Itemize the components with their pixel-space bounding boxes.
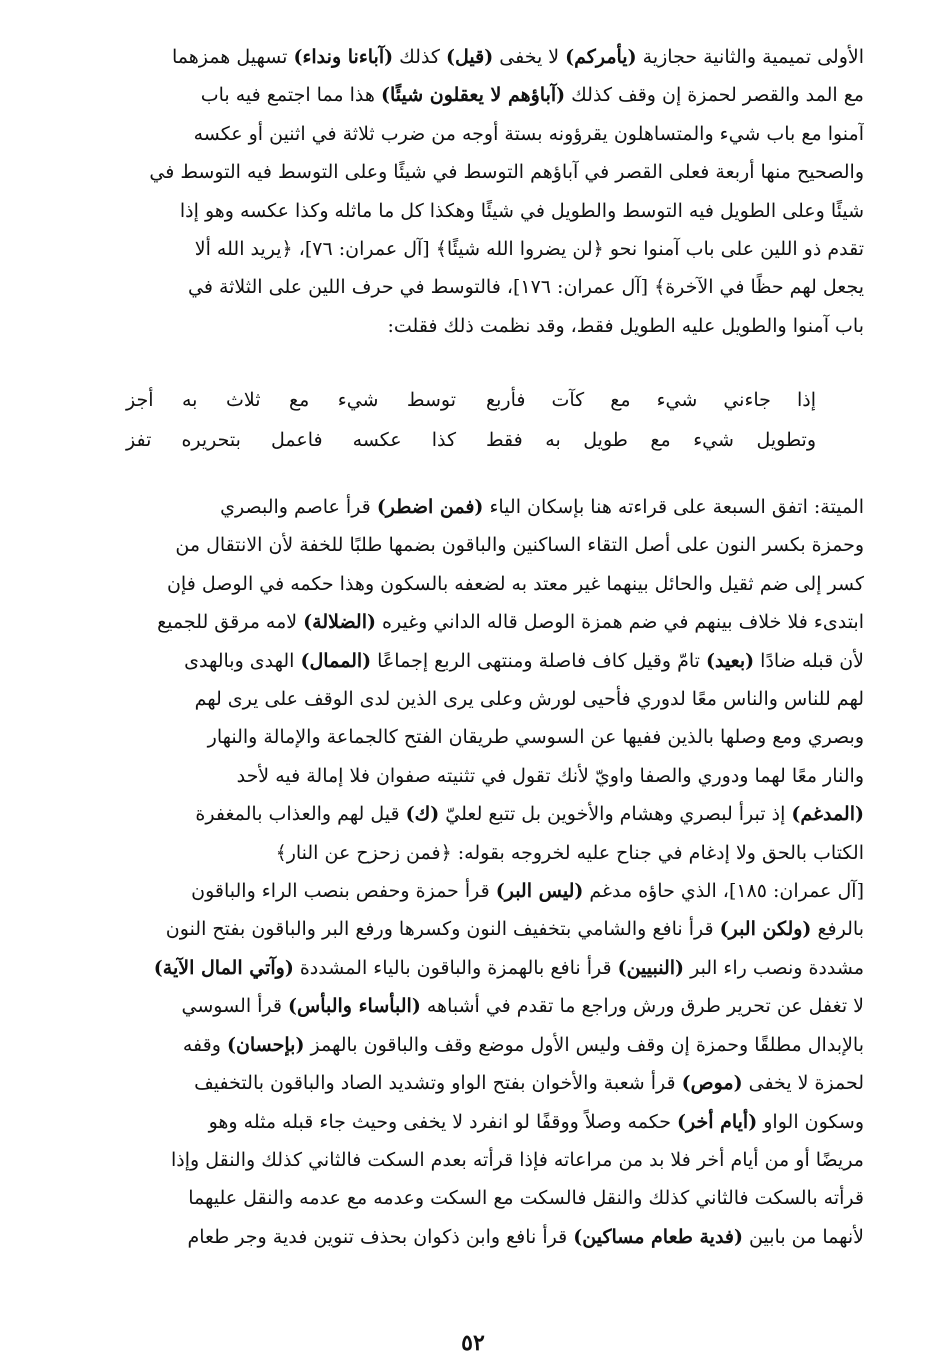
text-line: تقدم ذو اللين على باب آمنوا نحو ﴿لن يضروا الله شيئًا﴾ [آل عمران: ٧٦]، ﴿يريد الله ألا bbox=[194, 238, 864, 261]
keyword-term: (البأساء والبأس) bbox=[288, 995, 421, 1018]
text-line: وبصري ومع وصلها بالذين ففيها عن السوسي طريقان الفتح كالجماعة والإمالة والنهار bbox=[207, 726, 864, 749]
text-line: مريضًا أو من أيام أخر فلا بد من مراعاته فإذا قرأته بعدم السكت فالثاني كذلك والنقل وإذا bbox=[170, 1148, 864, 1171]
text-line: وحمزة بكسر النون على أصل التقاء الساكنين والباقون بضمها طلبًا للخفة لأن الانتقال من bbox=[175, 534, 864, 557]
keyword-term: (المدغم) bbox=[791, 803, 864, 826]
keyword-term: (ليس البر) bbox=[495, 880, 584, 903]
keyword-term: (قيل) bbox=[446, 46, 494, 68]
text-line: الأولى تميمية والثانية حجازية (يأمركم) لا يخفى (قيل) كذلك (آباءنا ونداء) تسهيل همزهما bbox=[172, 46, 864, 68]
text-line: مع المد والقصر لحمزة إن وقف كذلك (آباؤهم لا يعقلون شيئًا) هذا مما اجتمع فيه باب bbox=[200, 84, 864, 107]
poem-hemistich-first: وتطويل شيء مع طويل به فقط bbox=[486, 429, 816, 451]
keyword-term: (وآتي المال الآية) bbox=[153, 956, 294, 979]
keyword-term: (ك) bbox=[405, 803, 440, 826]
keyword-term: (بعيد) bbox=[705, 649, 755, 672]
text-line: (المدغم) إذ تبرأ لبصري وهشام والأخوين بل تتبع لعليّ (ك) قيل لهم والعذاب بالمغفرة bbox=[195, 803, 864, 826]
keyword-term: (ولكن البر) bbox=[719, 918, 812, 941]
poem-hemistich-second: توسط شيء مع ثلاث به أجز bbox=[126, 389, 456, 411]
keyword-term: (الضلالة) bbox=[303, 611, 376, 634]
text-line: كسر إلى ضم ثقيل والحائل بينهما غير معتد به لضعفه بالسكون وهذا حكمه في الوصل فإن bbox=[166, 572, 864, 595]
keyword-term: (فمن اضطر) bbox=[376, 496, 484, 518]
keyword-term: (بإحسان) bbox=[226, 1033, 305, 1056]
paragraph-1 bbox=[84, 38, 864, 345]
text-line: مشددة ونصب راء البر (النبيين) قرأ نافع بالهمزة والباقون بالياء المشددة (وآتي المال الآية) bbox=[153, 956, 864, 979]
text-line: لأنهما من بابين (فدية طعام مساكين) قرأ نافع وابن ذكوان بحذف تنوين فدية وجر طعام bbox=[187, 1225, 864, 1248]
keyword-term: (موص) bbox=[681, 1072, 743, 1095]
poem-verse bbox=[126, 420, 816, 460]
text-line: ابتدىء فلا خلاف بينهم في ضم همزة الوصل قاله الداني وغيره (الضلالة) لامه مرقق للجميع bbox=[157, 611, 864, 634]
text-line: [آل عمران: ١٨٥]، الذي حاؤه مدغم (ليس البر) قرأ حمزة وحفص بنصب الراء والباقون bbox=[191, 880, 864, 903]
poem-hemistich-second: كذا عكسه فاعمل بتحريره تفز bbox=[126, 429, 456, 451]
keyword-term: (الممال) bbox=[300, 649, 372, 672]
keyword-term: (يأمركم) bbox=[565, 46, 637, 68]
text-line: آمنوا مع باب شيء والمتساهلون يقرؤونه بستة أوجه من ضرب ثلاثة في اثنين أو عكسه bbox=[193, 122, 864, 145]
poem-hemistich-first: إذا جاءني شيء مع كآت فأربع bbox=[486, 389, 816, 411]
page-number: ٥٢ bbox=[461, 1330, 485, 1356]
text-line: والصحيح منها أربعة فعلى القصر في آباؤهم التوسط في شيئًا وعلى التوسط فيه التوسط في bbox=[149, 161, 864, 184]
text-line: والنار معًا لهما ودوري والصفا واويّ لأنك تقول في تثنيته صفوان فلا إمالة فيه لأحد bbox=[236, 764, 864, 787]
keyword-term: (فدية طعام مساكين) bbox=[573, 1225, 744, 1248]
text-line: يجعل لهم حظًا في الآخرة﴾ [آل عمران: ١٧٦]، فالتوسط في حرف اللين على الثلاثة في bbox=[188, 276, 864, 299]
poem-verse bbox=[126, 380, 816, 420]
keyword-term: (النبيين) bbox=[617, 956, 685, 979]
text-line: الميتة: اتفق السبعة على قراءته هنا بإسكان الياء (فمن اضطر) قرأ عاصم والبصري bbox=[220, 496, 864, 518]
text-line: وسكون الواو (أيام أخر) حكمه وصلاً ووقفًا لو انفرد لا يخفى وحيث جاء قبله مثله وهو bbox=[208, 1110, 864, 1133]
text-line: قرأته بالسكت فالثاني كذلك والنقل فالسكت مع السكت وعدمه مع عدمه والنقل عليهما bbox=[188, 1187, 864, 1210]
text-line: لهم للناس والناس معًا لدوري فأحيى لورش وعلى يرى الذين لدى الوقف على يرى لهم bbox=[194, 688, 864, 711]
text-line: بالإبدال مطلقًا وحمزة إن وقف وليس الأول موضع وقف والباقون بالهمز (بإحسان) وقفه bbox=[182, 1033, 864, 1056]
keyword-term: (آباؤهم لا يعقلون شيئًا) bbox=[380, 84, 566, 107]
text-line: لأن قبله ضادًا (بعيد) تامّ وقيل كاف فاصلة ومنتهى الربع إجماعًا (الممال) الهدى وبالهدى bbox=[184, 649, 864, 672]
poem bbox=[126, 380, 816, 460]
text-line: شيئًا وعلى الطويل فيه التوسط والطويل في شيئًا وهكذا كل ما ماثله وكذا عكسه وهو إذا bbox=[179, 199, 864, 222]
text-line: لحمزة لا يخفى (موص) قرأ شعبة والأخوان بفتح الواو وتشديد الصاد والباقون بالتخفيف bbox=[194, 1072, 864, 1095]
text-line: بالرفع (ولكن البر) قرأ نافع والشامي بتخفيف النون وكسرها ورفع البر والباقون بفتح النون bbox=[165, 918, 864, 941]
text-line: الكتاب بالحق ولا إدغام في جناح عليه لخروجه بقوله: ﴿فمن زحزح عن النار﴾ bbox=[275, 841, 864, 864]
keyword-term: (أيام أخر) bbox=[676, 1110, 758, 1133]
keyword-term: (آباءنا ونداء) bbox=[293, 46, 394, 68]
text-line: باب آمنوا والطويل عليه الطويل فقط، وقد نظمت ذلك فقلت: bbox=[387, 314, 864, 337]
text-line: لا تغفل عن تحرير طرق ورش وراجع ما تقدم في أشباهه (البأساء والبأس) قرأ السوسي bbox=[181, 995, 864, 1018]
paragraph-2 bbox=[84, 488, 864, 1256]
